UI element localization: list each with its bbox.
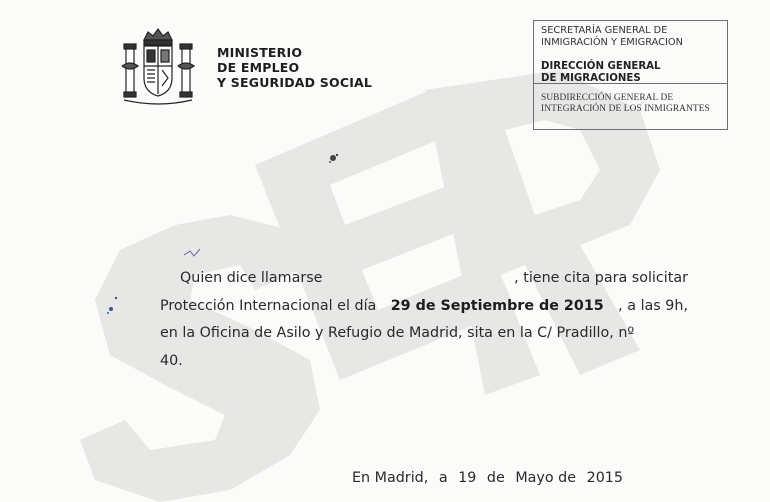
closing-de: de: [486, 470, 505, 486]
closing-month: Mayo de: [515, 470, 577, 486]
department-box: [533, 20, 728, 130]
direccion-line: DIRECCIÓN GENERAL: [541, 61, 661, 72]
blue-ink-mark: [105, 294, 123, 316]
subdireccion-line: INTEGRACIÓN DE LOS INMIGRANTES: [541, 104, 710, 114]
ink-speck: [325, 150, 341, 166]
closing-year: 2015: [586, 470, 623, 486]
secretaria-label: [541, 25, 683, 49]
body-line-2-pre: Protección Internacional el día: [160, 297, 377, 314]
body-line-1-end: , tiene cita para solicitar: [514, 270, 688, 286]
ministry-line: MINISTERIO: [217, 45, 303, 60]
body-line-2-post: , a las 9h,: [618, 297, 688, 314]
body-line-2: [160, 293, 688, 321]
closing-place: En Madrid,: [352, 470, 429, 486]
body-line-4: 40.: [160, 352, 183, 369]
closing-day: 19: [458, 470, 477, 486]
closing-a: a: [438, 470, 448, 486]
subdireccion-line: SUBDIRECCIÓN GENERAL DE: [541, 93, 674, 103]
redacted-name-gap: [352, 265, 484, 293]
body-line-3: en la Oficina de Asilo y Refugio de Madrid, sita en la C/ Pradillo, nº: [160, 325, 635, 341]
body-line-1: [160, 265, 688, 293]
spanish-coat-of-arms-icon: [120, 26, 196, 108]
ministry-name: [217, 45, 372, 90]
secretaria-line: SECRETARÍA GENERAL DE: [541, 25, 668, 36]
pen-mark: [182, 245, 206, 259]
box-divider: [534, 83, 727, 84]
body-line-1-start: Quien dice llamarse: [180, 270, 323, 286]
closing-line: [352, 470, 629, 486]
appointment-date: 29 de Septiembre de 2015: [390, 297, 604, 314]
subdireccion-label: [541, 93, 710, 115]
body-paragraph: [160, 265, 688, 375]
ministry-line: DE EMPLEO: [217, 60, 300, 75]
direccion-label: [541, 61, 661, 85]
secretaria-line: INMIGRACIÓN Y EMIGRACION: [541, 37, 683, 48]
direccion-line: DE MIGRACIONES: [541, 73, 641, 84]
ministry-line: Y SEGURIDAD SOCIAL: [217, 75, 373, 90]
